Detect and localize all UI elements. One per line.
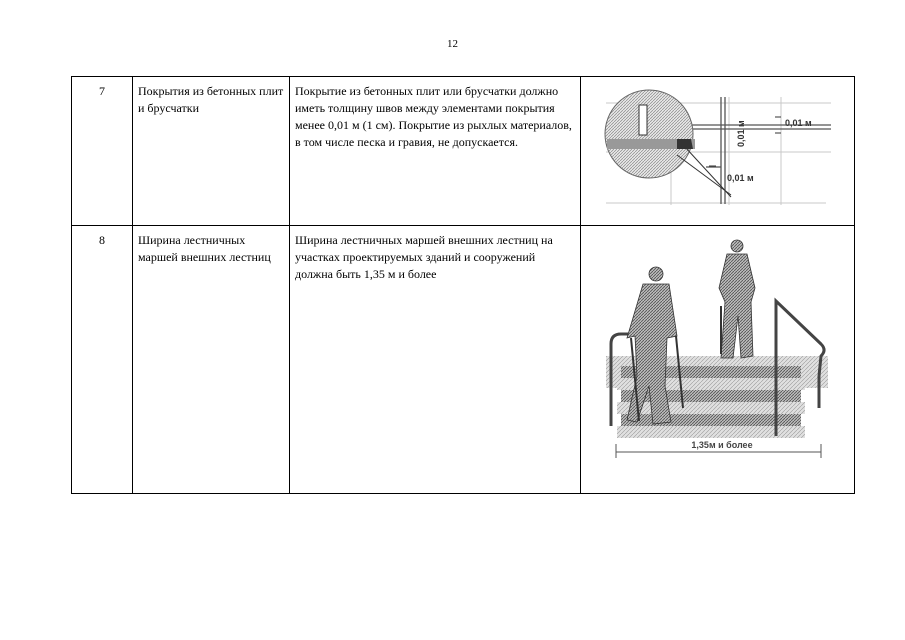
stairs-figure bbox=[581, 226, 854, 492]
page-number: 12 bbox=[447, 38, 458, 50]
joint-label-vertical-1: 0,01 м bbox=[736, 120, 746, 147]
row-description: Покрытие из бетонных плит или брусчатки должно иметь толщину швов между элементами покрытия менее 0,01 м (1 см). Покрытие из рыхлых материалов, в том числе песка и гравия, не допускается. bbox=[295, 84, 572, 149]
width-label: 1,35м и более bbox=[691, 440, 753, 450]
row-number: 7 bbox=[72, 77, 133, 226]
row-description-cell bbox=[290, 77, 581, 226]
joint-label-bottom: 0,01 м bbox=[727, 173, 754, 183]
table-row bbox=[72, 77, 855, 226]
table-row bbox=[72, 226, 855, 494]
paving-figure-cell bbox=[581, 77, 855, 226]
joint-label-right: 0,01 м bbox=[785, 118, 812, 128]
person-with-cane bbox=[719, 240, 755, 358]
stairs-figure-cell bbox=[581, 226, 855, 494]
row-name: Покрытия из бетонных плит и брусчатки bbox=[138, 84, 284, 115]
row-number: 8 bbox=[72, 226, 133, 494]
row-name: Ширина лестничных маршей внешних лестниц bbox=[138, 233, 271, 264]
paving-joints-figure bbox=[581, 77, 854, 224]
row-name-cell bbox=[133, 226, 290, 494]
magnifier-circle bbox=[605, 90, 693, 178]
row-description: Ширина лестничных маршей внешних лестниц на участках проектируемых зданий и сооружений должна быть 1,35 м и более bbox=[295, 233, 553, 281]
row-description-cell bbox=[290, 226, 581, 494]
requirements-table bbox=[71, 76, 855, 494]
row-name-cell bbox=[133, 77, 290, 226]
paving-joints bbox=[689, 97, 831, 204]
